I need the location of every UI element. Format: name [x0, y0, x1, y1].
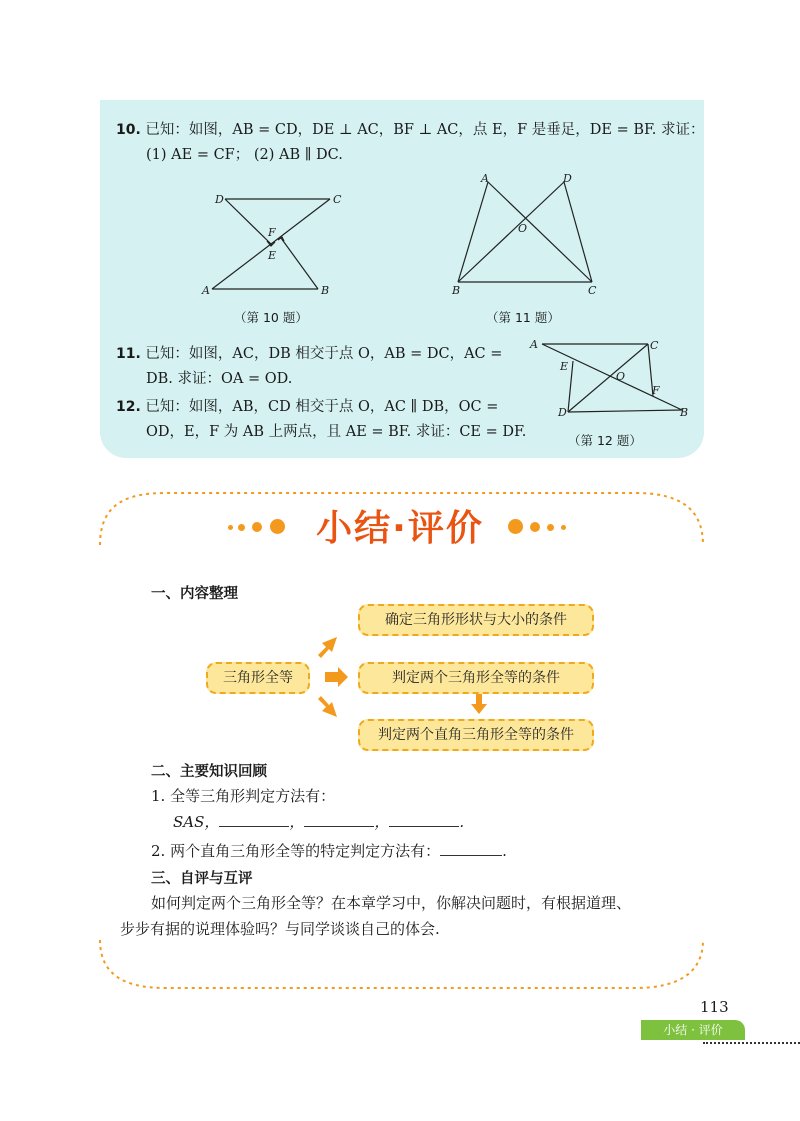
fig10-label-e: E: [268, 249, 277, 262]
fig12-label-a: A: [530, 338, 538, 351]
concept-top: 确定三角形形状与大小的条件: [358, 604, 594, 636]
section-3-heading: 三、自评与互评: [151, 871, 253, 887]
question-11-text: 已知：如图，AC，DB 相交于点 O，AB = DC，AC =: [145, 346, 503, 362]
caption-figure-12: （第 12 题）: [568, 433, 642, 448]
review-item-2: 2. 两个直角三角形全等的特定判定方法有： .: [151, 842, 507, 860]
fig11-label-b: B: [452, 284, 461, 297]
answer-blank-3[interactable]: [389, 811, 459, 827]
fig12-label-d: D: [558, 406, 567, 419]
summary-title: 小结·评价: [316, 508, 484, 549]
fig12-label-e: E: [560, 360, 569, 373]
fig12-label-f: F: [652, 384, 660, 397]
section-tab: 小结 · 评价: [641, 1020, 745, 1040]
question-10-number: 10.: [116, 122, 141, 138]
arrow-down-right-icon: [318, 696, 337, 717]
footer-dotted-rule: [703, 1042, 800, 1044]
fig10-label-d: D: [215, 193, 224, 206]
self-evaluation-line2: 步步有据的说理体验吗？与同学谈谈自己的体会.: [120, 920, 440, 938]
question-12-line2: OD，E，F 为 AB 上两点，且 AE = BF. 求证：CE = DF.: [146, 424, 527, 440]
fig11-label-o: O: [518, 222, 528, 235]
review-item-1-number: 1.: [151, 787, 166, 805]
fig10-label-f: F: [268, 226, 276, 239]
answer-blank-4[interactable]: [440, 840, 502, 856]
review-item-2-number: 2.: [151, 842, 166, 860]
fig10-label-b: B: [321, 284, 330, 297]
arrow-up-icon: [318, 637, 337, 658]
concept-middle: 判定两个三角形全等的条件: [358, 662, 594, 694]
fig11-label-c: C: [588, 284, 597, 297]
caption-figure-11: （第 11 题）: [486, 310, 560, 325]
arrow-down-icon: [471, 694, 487, 714]
arrow-right-icon: [325, 667, 348, 687]
answer-blank-2[interactable]: [304, 811, 374, 827]
review-item-1-start: SAS，: [173, 813, 220, 831]
caption-figure-10: （第 10 题）: [234, 310, 308, 325]
review-item-1: [151, 785, 335, 806]
review-item-2-text: 两个直角三角形全等的特定判定方法有：: [170, 842, 441, 860]
answer-blank-1[interactable]: [219, 811, 289, 827]
fig11-label-a: A: [481, 172, 489, 185]
section-2-heading: 二、主要知识回顾: [151, 764, 267, 780]
page-number: 113: [700, 998, 729, 1016]
question-10-text: 已知：如图，AB = CD，DE ⊥ AC，BF ⊥ AC，点 E，F 是垂足，DE = BF. 求证：: [145, 122, 705, 138]
concept-bottom: 判定两个直角三角形全等的条件: [358, 719, 594, 751]
question-12-text: 已知：如图，AB，CD 相交于点 O，AC ∥ DB，OC =: [145, 399, 499, 415]
review-item-1-text: 全等三角形判定方法有：: [170, 787, 336, 805]
section-1-heading: 一、内容整理: [151, 586, 238, 602]
fig10-label-c: C: [333, 193, 342, 206]
fig11-label-d: D: [563, 172, 572, 185]
fig12-label-c: C: [650, 339, 659, 352]
question-11-line2: DB. 求证：OA = OD.: [146, 371, 293, 387]
question-11-number: 11.: [116, 346, 141, 362]
question-12-number: 12.: [116, 399, 141, 415]
self-evaluation-line1: 如何判定两个三角形全等？在本章学习中，你解决问题时，有根据道理、: [151, 894, 632, 912]
question-10-line2: (1) AE = CF； (2) AB ∥ DC.: [146, 147, 343, 163]
concept-root: 三角形全等: [206, 662, 310, 694]
fig10-label-a: A: [202, 284, 210, 297]
review-item-1-blanks: SAS， ， ， .: [173, 813, 465, 831]
fig12-label-o: O: [616, 370, 626, 383]
fig12-label-b: B: [680, 406, 689, 419]
